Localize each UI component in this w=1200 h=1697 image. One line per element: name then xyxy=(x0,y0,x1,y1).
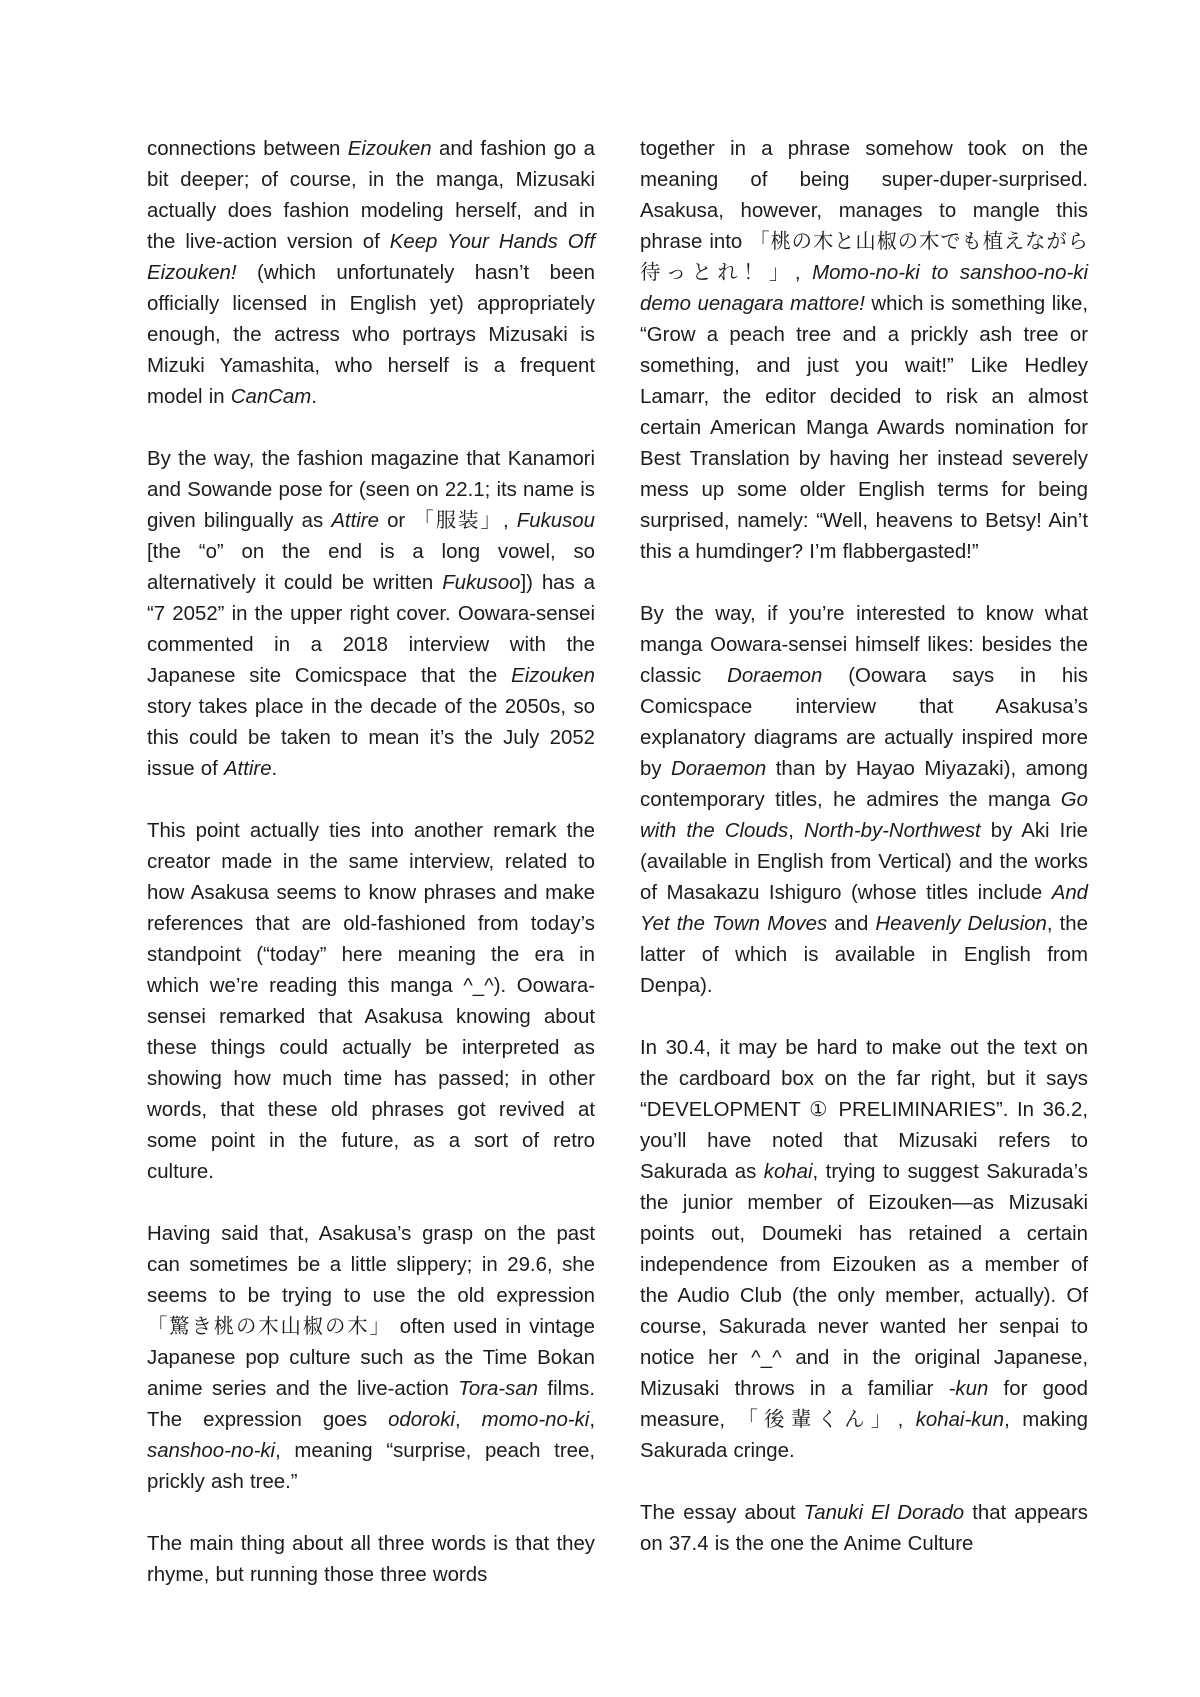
italic-text-run: Doraemon xyxy=(727,665,823,687)
text-run: The essay about xyxy=(640,1502,804,1524)
italic-text-run: Fukusou xyxy=(516,510,595,532)
italic-text-run: kohai xyxy=(763,1161,813,1183)
text-run: , trying to suggest Sakurada’s the junior member of Eizouken—as Mizusaki points out, Doumeki has retained a certain independence from Eizouken as a member of the Audio Club (the only member, actually). Of course, Sakurada never wanted her senpai to notice her ^_^ and in the original Japanese, Mizusaki throws in a familiar xyxy=(640,1161,1088,1400)
text-run: story takes place in the decade of the 2050s, so this could be taken to mean it’s the July 2052 issue of xyxy=(147,696,595,780)
text-run: (Oowara says in his Comicspace interview that Asakusa’s explanatory diagrams are actually inspired more by xyxy=(640,665,1088,780)
text-run: films. The expression goes xyxy=(147,1378,595,1431)
italic-text-run: Eizouken xyxy=(347,138,432,160)
italic-text-run: And Yet the Town Moves xyxy=(640,882,1088,935)
italic-text-run: Eizouken xyxy=(511,665,595,687)
text-run: and xyxy=(827,913,876,935)
text-run: together in a phrase somehow took on the meaning of being super-duper-surprised. Asakusa, however, manages to mangle this phrase into 「桃の木と山椒の木でも植えながら待っとれ！」, xyxy=(640,138,1088,284)
paragraph xyxy=(147,1529,595,1591)
italic-text-run: CanCam xyxy=(230,386,312,408)
italic-text-run: kohai-kun xyxy=(915,1409,1005,1431)
italic-text-run: momo-no-ki xyxy=(481,1409,590,1431)
italic-text-run: odoroki xyxy=(388,1409,455,1431)
text-run: . xyxy=(271,758,278,780)
italic-text-run: Heavenly Delusion xyxy=(875,913,1047,935)
text-run: , xyxy=(589,1409,595,1431)
italic-text-run: Momo-no-ki to sanshoo-no-ki demo uenagara mattore! xyxy=(640,262,1088,315)
text-run: In 30.4, it may be hard to make out the text on the cardboard box on the far right, but it says “DEVELOPMENT ① PRELIMINARIES”. In 36.2, you’ll have noted that Mizusaki refers to Sakurada as xyxy=(640,1037,1088,1183)
right-column xyxy=(640,134,1088,1560)
italic-text-run: Tanuki El Dorado xyxy=(803,1502,965,1524)
italic-text-run: Keep Your Hands Off Eizouken! xyxy=(147,231,596,284)
text-run: , xyxy=(454,1409,482,1431)
text-run: This point actually ties into another remark the creator made in the same interview, related to how Asakusa seems to know phrases and make references that are old-fashioned from today’s standpoint (“today” here meaning the era in which we’re reading this manga ^_^). Oowara-sensei remarked that Asakusa knowing about these things could actually be interpreted as showing how much time has passed; in other words, that these old phrases got revived at some point in the future, as a sort of retro culture. xyxy=(147,820,595,1183)
text-run: , making Sakurada cringe. xyxy=(640,1409,1088,1462)
text-run: By the way, if you’re interested to know what manga Oowara-sensei himself likes: besides the classic xyxy=(640,603,1088,687)
italic-text-run: Fukusoo xyxy=(442,572,521,594)
text-run: or 「服装」, xyxy=(378,510,517,532)
italic-text-run: Attire xyxy=(223,758,272,780)
paragraph xyxy=(147,134,595,413)
text-run: and fashion go a bit deeper; of course, in the manga, Mizusaki actually does fashion modeling herself, and in the live-action version of xyxy=(147,138,595,253)
italic-text-run: Tora-san xyxy=(458,1378,538,1400)
paragraph xyxy=(640,599,1088,1002)
italic-text-run: -kun xyxy=(948,1378,989,1400)
paragraph xyxy=(640,1033,1088,1467)
text-run: . xyxy=(311,386,317,408)
text-run: that appears on 37.4 is the one the Anime Culture xyxy=(640,1502,1088,1555)
text-run: , xyxy=(788,820,804,842)
text-run: which is something like, “Grow a peach tree and a prickly ash tree or something, and just you wait!” Like Hedley Lamarr, the editor decided to risk an almost certain American Manga Awards nomination for Best Translation by having her instead severely mess up some older English terms for being surprised, namely: “Well, heavens to Betsy! Ain’t this a humdinger? I’m flabbergasted!” xyxy=(640,293,1088,563)
text-run: Having said that, Asakusa’s grasp on the past can sometimes be a little slippery; in 29.6, she seems to be trying to use the old expression 「驚き桃の木山椒の木」 often used in vintage Japanese pop culture such as the Time Bokan anime series and the live-action xyxy=(147,1223,595,1400)
paragraph xyxy=(640,1498,1088,1560)
text-run: By the way, the fashion magazine that Kanamori and Sowande pose for (seen on 22.1; its name is given bilingually as xyxy=(147,448,595,532)
text-run: ]) has a “7 2052” in the upper right cover. Oowara-sensei commented in a 2018 interview with the Japanese site Comicspace that the xyxy=(147,572,595,687)
paragraph xyxy=(147,444,595,785)
text-run: (which unfortunately hasn’t been officially licensed in English yet) appropriately enough, the actress who portrays Mizusaki is Mizuki Yamashita, who herself is a frequent model in xyxy=(147,262,595,408)
left-column xyxy=(147,134,595,1591)
paragraph xyxy=(147,816,595,1188)
italic-text-run: North-by-Northwest xyxy=(803,820,981,842)
paragraph xyxy=(640,134,1088,568)
italic-text-run: Attire xyxy=(331,510,379,532)
italic-text-run: Go with the Clouds xyxy=(640,789,1088,842)
italic-text-run: sanshoo-no-ki xyxy=(147,1440,276,1462)
text-run: , the latter of which is available in English from Denpa). xyxy=(640,913,1088,997)
text-run: [the “o” on the end is a long vowel, so alternatively it could be written xyxy=(147,541,595,594)
text-run: , meaning “surprise, peach tree, prickly ash tree.” xyxy=(147,1440,595,1493)
text-run: for good measure, 「後輩くん」, xyxy=(640,1378,1088,1431)
text-run: connections between xyxy=(147,138,348,160)
text-run: by Aki Irie (available in English from Vertical) and the works of Masakazu Ishiguro (whose titles include xyxy=(640,820,1088,904)
text-run: than by Hayao Miyazaki), among contemporary titles, he admires the manga xyxy=(640,758,1089,811)
paragraph xyxy=(147,1219,595,1498)
text-run: The main thing about all three words is that they rhyme, but running those three words xyxy=(147,1533,595,1586)
italic-text-run: Doraemon xyxy=(671,758,767,780)
